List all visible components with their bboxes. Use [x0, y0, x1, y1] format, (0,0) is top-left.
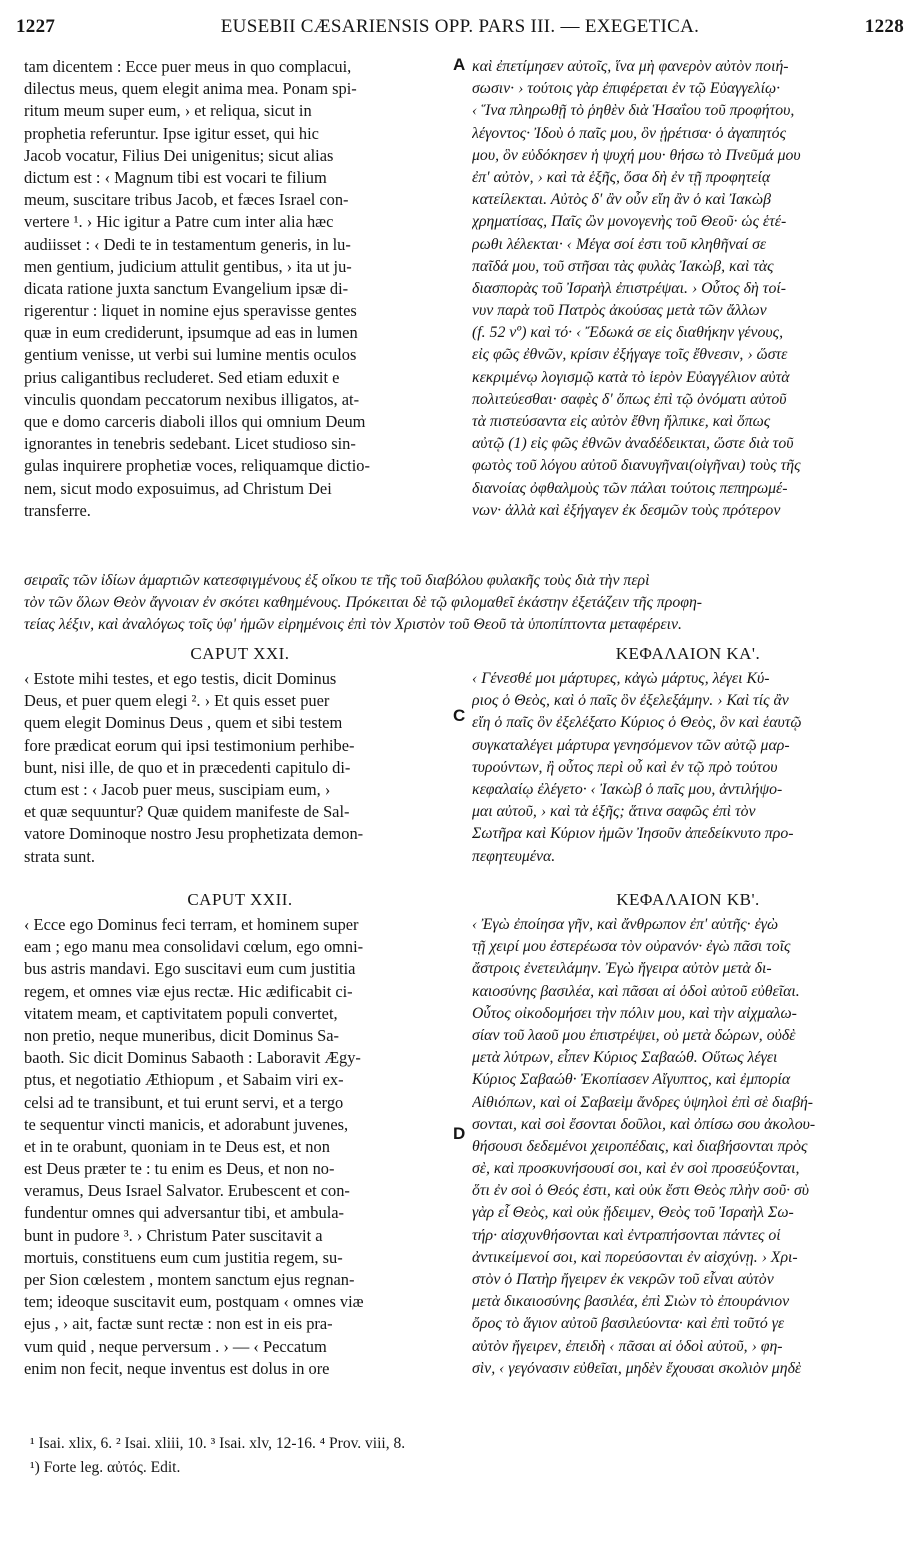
latin-text-line: et in te orabunt, quoniam in te Deus est, et non [24, 1136, 330, 1156]
greek-text-line: Σωτῆρα καὶ Κύριον ἡμῶν Ἰησοῦν ἀπεδείκνυτο προ- [472, 825, 794, 843]
latin-text-line: fundentur omnes qui adversantur tibi, et ambula- [24, 1203, 344, 1223]
latin-text-line: gentium venisse, ut verbi sui lumine mentis oculos [24, 345, 357, 365]
greek-text-line: φωτὸς τοῦ λόγου αὐτοῦ διανυγῆναι(οἰγῆναι) τοὺς τῆς [472, 457, 801, 475]
chapter-heading-latin-22: CAPUT XXII. [187, 890, 293, 909]
latin-text-line: dilectus meus, quem elegit anima mea. Ponam spi- [24, 79, 357, 99]
greek-text-line: χρηματίσας, Παῖς ὢν μονογενὴς τοῦ Θεοῦ· ὡς ἑτέ- [472, 213, 787, 231]
latin-text-line: ‹ Ecce ego Dominus feci terram, et hominem super [24, 915, 359, 934]
latin-column-intro [24, 56, 456, 522]
greek-text-line: τῇ χειρί μου ἐστερέωσα τὸν οὐρανόν· ἐγὼ πᾶσι τοῖς [472, 938, 791, 956]
latin-text-line: que e domo carceris diaboli illos qui omnium Deum [24, 412, 366, 431]
greek-text-line: πεφητευμένα. [472, 847, 556, 865]
latin-text-line: Deus, et puer quem elegi ². › Et quis esset puer [24, 691, 330, 711]
greek-text-line: μου, ὃν εὐδόκησεν ἡ ψυχή μου· θήσω τὸ Πνεῦμά μου [472, 146, 801, 164]
latin-text-line: tem; ideoque suscitavit eum, postquam ‹ omnes viæ [24, 1292, 364, 1312]
latin-text-line: vum quid , neque perversum . › — ‹ Peccatum [24, 1336, 327, 1356]
greek-text-line: ἀντικείμενοί σοι, καὶ πορεύσονται ἐν αἰσχύνῃ. › Χρι- [472, 1248, 798, 1266]
greek-text-line: Αἰθιόπων, καὶ οἱ Σαβαεὶμ ἄνδρες ὑψηλοὶ ἐπὶ σὲ διαβή- [472, 1093, 814, 1111]
greek-text-line: καιοσύνης βασιλέα, καὶ πᾶσαι αἱ ὁδοὶ αὐτοῦ εὐθεῖαι. [472, 982, 800, 1000]
greek-text-line: ‹ Ἐγὼ ἐποίησα γῆν, καὶ ἄνθρωπον ἐπ' αὐτῆς· ἐγὼ [472, 916, 779, 933]
greek-text-line: τὰ πιστεύσαντα εἰς αὐτὸν ἔθνη ἤλπικε, καὶ ὅπως [472, 413, 771, 430]
latin-text-line: prophetia referuntur. Ipse igitur esset, qui hic [24, 123, 319, 143]
greek-text-line: σειραῖς τῶν ἰδίων ἁμαρτιῶν κατεσφιγμένους ἐξ οἴκου τε τῆς τοῦ διαβόλου φυλακῆς τοὺς διὰ τὴν περὶ [24, 572, 650, 589]
latin-text-line: ‹ Estote mihi testes, et ego testis, dicit Dominus [24, 669, 337, 688]
greek-text-line: καὶ ἐπετίμησεν αὐτοῖς, ἵνα μὴ φανερὸν αὐτὸν ποιή- [472, 58, 789, 75]
greek-text-line: μαι αὐτοῦ, › καὶ τὰ ἑξῆς; ἅτινα σαφῶς ἐπὶ τὸν [472, 803, 756, 821]
greek-text-line: τυρούντων, ἢ οὗτος περὶ οὗ καὶ ἐν τῷ πρὸ τούτου [472, 758, 778, 776]
latin-text-line: transferre. [24, 500, 91, 520]
latin-text-line: regem, et omnes viæ ejus rectæ. Hic ædificabit ci- [24, 981, 353, 1001]
latin-text-line: ptus, et negotiatio Æthiopum , et Sabaim viri ex- [24, 1070, 344, 1090]
greek-text-line: νων· ἀλλὰ καὶ ἐξήγαγεν ἐκ δεσμῶν τοὺς πρότερον [472, 501, 781, 519]
margin-marker-c: C [453, 706, 466, 725]
greek-text-line: στὸν ὁ Πατὴρ ἤγειρεν ἐκ νεκρῶν τοῦ εἶναι αὐτὸν [472, 1271, 774, 1288]
latin-text-line: dictum est : ‹ Magnum tibi est vocari te filium [24, 167, 327, 187]
greek-text-line: ἐπ' αὐτὸν, › καὶ τὰ ἑξῆς, ὅσα δὴ ἐν τῇ προφητείᾳ [472, 168, 771, 186]
greek-text-line: λέγοντος· Ἰδοὺ ὁ παῖς μου, ὃν ᾑρέτισα· ὁ ἀγαπητός [472, 124, 786, 142]
greek-text-line: ὄρος τὸ ἅγιον αὐτοῦ βασιλεύοντα· καὶ ἐπὶ τοῦτό γε [472, 1315, 785, 1333]
greek-column-chapter-21 [472, 668, 904, 868]
latin-text-line: est Deus præter te : tu enim es Deus, et non no- [24, 1159, 335, 1179]
chapter-heading-greek-21: ΚΕΦΑΛΑΙΟΝ ΚΑ'. [615, 644, 761, 663]
greek-text-line: ‹ Ἵνα πληρωθῇ τὸ ῥηθὲν διὰ Ἡσαΐου τοῦ προφήτου, [472, 102, 795, 120]
running-header [16, 16, 904, 40]
greek-text-line: κεφαλαίῳ ἐλέγετο· ‹ Ἰακὼβ ὁ παῖς μου, ἀντιλήψο- [472, 780, 783, 798]
latin-text-line: ignorantes in tenebris sedebant. Licet studioso sin- [24, 434, 356, 454]
page-number-left: 1227 [16, 16, 56, 37]
greek-text-line: ‹ Γένεσθέ μοι μάρτυρες, κἀγὼ μάρτυς, λέγει Κύ- [472, 670, 770, 687]
latin-text-line: mortuis, constituens eum cum justitia regem, su- [24, 1247, 343, 1267]
latin-text-line: et quæ sequuntur? Quæ quidem manifeste de Sal- [24, 802, 350, 822]
footnotes [30, 1432, 690, 1480]
greek-text-line: κεκριμένῳ λογισμῷ κατὰ τὸ ἱερὸν Εὐαγγέλιον αὐτὰ [472, 368, 790, 386]
greek-text-line: πολιτεύεσθαι· σαφὲς δ' ὅπως ἐπὶ τῷ ὀνόματι αὐτοῦ [472, 390, 787, 408]
latin-text-line: enim non fecit, neque inventus est dolus in ore [24, 1358, 330, 1378]
latin-text-line: celsi ad te transibunt, et tui erunt servi, et a tergo [24, 1092, 344, 1112]
greek-text-line: ριος ὁ Θεὸς, καὶ ὁ παῖς ὃν ἐξελεξάμην. › Καὶ τίς ἂν [472, 692, 789, 710]
greek-text-line: εἴη ὁ παῖς ὃν ἐξελέξατο Κύριος ὁ Θεὸς, ὃν καὶ ἑαυτῷ [472, 714, 802, 732]
greek-text-line: τήρ· αἰσχυνθήσονται καὶ ἐντραπήσονται πάντες οἱ [472, 1226, 781, 1244]
greek-text-line: αὐτὸν ἤγειρεν, ἐπειδὴ ‹ πᾶσαι αἱ ὁδοὶ αὐτοῦ, › φη- [472, 1337, 783, 1355]
latin-text-line: rigerentur : liquet in nomine ejus speravisse gentes [24, 301, 357, 321]
greek-column-chapter-22 [472, 914, 904, 1380]
greek-full-width-paragraph [24, 570, 908, 637]
latin-text-line: eam ; ego manu mea consolidavi cœlum, ego omni- [24, 937, 364, 957]
greek-text-line: αὐτῷ (1) εἰς φῶς ἐθνῶν ἀναδέδεικται, ὥστε διὰ τοῦ [472, 435, 794, 453]
latin-text-line: vinculis quondam peccatorum nexibus illigatos, at- [24, 389, 360, 409]
latin-text-line: non pretio, neque muneribus, dicit Dominus Sa- [24, 1025, 340, 1045]
latin-text-line: nem, sicut modo exposuimus, ad Christum Dei [24, 478, 332, 498]
greek-text-line: Κύριος Σαβαώθ· Ἐκοπίασεν Αἴγυπτος, καὶ ἐμπορία [472, 1071, 791, 1089]
greek-text-line: ρωθι λέλεκται· ‹ Μέγα σοί ἐστι τοῦ κληθῆναί σε [472, 235, 767, 253]
greek-text-line: μετὰ λύτρων, εἶπεν Κύριος Σαβαώθ. Οὕτως λέγει [472, 1049, 778, 1067]
scripture-references: ¹ Isai. xlix, 6. ² Isai. xliii, 10. ³ Isai. xlv, 12-16. ⁴ Prov. viii, 8. [30, 1435, 406, 1452]
latin-text-line: dicata ratione juxta sanctum Evangelium ipsæ di- [24, 278, 349, 298]
greek-text-line: κατείλεκται. Αὐτὸς δ' ἂν οὖν εἴη ἂν ὁ καὶ Ἰακὼβ [472, 191, 771, 209]
greek-text-line: τὸν τῶν ὅλων Θεὸν ἄγνοιαν ἐν σκότει καθημένους. Πρόκειται δὲ τῷ φιλομαθεῖ ἑκάστην ἐξετάζειν τῆς προφη- [24, 594, 703, 612]
latin-text-line: vitatem meam, et captivitatem populi convertet, [24, 1003, 338, 1023]
latin-text-line: vertere ¹. › Hic igitur a Patre cum inter alia hæc [24, 212, 334, 232]
greek-text-line: συγκαταλέγει μάρτυρα γενησόμενον τῶν αὐτῷ μαρ- [472, 736, 790, 754]
greek-text-line: σωσιν· › τούτοις γὰρ ἐπιφέρεται ἐν τῷ Εὐαγγελίῳ· [472, 80, 781, 98]
latin-text-line: baoth. Sic dicit Dominus Sabaoth : Laboravit Ægy- [24, 1048, 361, 1068]
greek-column-intro [472, 56, 904, 522]
latin-text-line: quem elegit Dominus Deus , quem et sibi testem [24, 713, 343, 733]
latin-text-line: bus astris mandavi. Ego suscitavi eum cum justitia [24, 959, 356, 979]
chapter-heading-greek-22: ΚΕΦΑΛΑΙΟΝ ΚΒ'. [616, 890, 760, 909]
latin-text-line: quæ in eum crediderunt, ipsumque ad eas in lumen [24, 323, 358, 343]
greek-text-line: σονται, καὶ σοὶ ἔσονται δοῦλοι, καὶ ὀπίσω σου ἀκολου- [472, 1115, 816, 1133]
greek-text-line: γὰρ εἶ Θεὸς, καὶ οὐκ ᾔδειμεν, Θεὸς τοῦ Ἰσραὴλ Σω- [472, 1204, 794, 1222]
latin-column-chapter-21 [24, 668, 456, 868]
latin-text-line: gulas inquirere prophetiæ voces, reliquamque dictio- [24, 456, 370, 476]
greek-text-line: σὲ, καὶ προσκυνήσουσί σοι, καὶ ἐν σοὶ προσεύξονται, [472, 1160, 800, 1178]
greek-text-line: τείας λέξιν, καὶ ἀναλόγως τοῖς ὑφ' ἡμῶν εἰρημένοις ἐπὶ τὸν Χριστὸν τοῦ Θεοῦ τὰ ὑποπίπτοντα μεταφέρειν. [24, 616, 682, 634]
greek-text-line: θήσουσι δεδεμένοι χειροπέδαις, καὶ διαβήσονται πρὸς [472, 1137, 808, 1155]
latin-text-line: tam dicentem : Ecce puer meus in quo complacui, [24, 57, 352, 76]
margin-marker-a: A [453, 55, 466, 74]
greek-text-line: μετὰ δικαιοσύνης βασιλέα, ἐπὶ Σιὼν τὸ ἐπουράνιον [472, 1293, 790, 1311]
latin-text-line: per Sion cœlestem , montem sanctum ejus regnan- [24, 1270, 355, 1289]
latin-text-line: te sequentur vincti manicis, et adorabunt juvenes, [24, 1114, 349, 1134]
latin-text-line: veramus, Deus Israel Salvator. Erubescent et con- [24, 1181, 350, 1201]
margin-marker-d: D [453, 1124, 466, 1143]
latin-text-line: Jacob vocatur, Filius Dei unigenitus; sicut alias [24, 145, 334, 165]
latin-text-line: audiisset : ‹ Dedi te in testamentum generis, in lu- [24, 234, 351, 254]
latin-text-line: vatore Dominoque nostro Jesu prophetizata demon- [24, 824, 364, 844]
latin-text-line: prius caligantibus recluderet. Sed etiam eduxit e [24, 367, 340, 387]
latin-text-line: ritum meum super eum, › et reliqua, sicut in [24, 101, 312, 121]
greek-text-line: ὅτι ἐν σοὶ ὁ Θεός ἐστι, καὶ οὐκ ἔστι Θεὸς πλὴν σοῦ· σὺ [472, 1182, 810, 1200]
greek-text-line: εἰς φῶς ἐθνῶν, κρίσιν ἐξήγαγε τοῖς ἔθνεσιν, › ὥστε [472, 346, 788, 364]
latin-text-line: bunt, nisi ille, de quo et in præcedenti capitulo di- [24, 757, 351, 777]
latin-text-line: strata sunt. [24, 846, 96, 866]
latin-text-line: bunt in pudore ³. › Christum Pater suscitavit a [24, 1225, 323, 1245]
running-title: EUSEBII CÆSARIENSIS OPP. PARS III. — EXEGETICA. [220, 16, 700, 37]
latin-text-line: men gentium, judicium attulit gentibus, › ita ut ju- [24, 256, 352, 276]
latin-text-line: meum, suscitare tribus Jacob, et fæces Israel con- [24, 190, 349, 210]
greek-text-line: Οὗτος οἰκοδομήσει τὴν πόλιν μου, καὶ τὴν αἰχμαλω- [472, 1004, 797, 1022]
latin-text-line: fore prædicat eorum qui ipsi testimonium perhibe- [24, 735, 355, 755]
greek-text-line: (f. 52 vº) καὶ τό· ‹ Ἔδωκά σε εἰς διαθήκην γένους, [472, 324, 784, 342]
greek-text-line: σὶν, ‹ γεγόνασιν εὐθεῖαι, μηδὲν ἔχουσαι σκολιὸν μηδὲ [472, 1359, 802, 1377]
latin-column-chapter-22 [24, 914, 456, 1380]
greek-text-line: νυν παρὰ τοῦ Πατρὸς ἀκούσας μετὰ τῶν ἄλλων [472, 302, 767, 320]
greek-text-line: ἄστροις ἐνετειλάμην. Ἐγὼ ἤγειρα αὐτὸν μετὰ δι- [472, 960, 772, 978]
editor-note: ¹) Forte leg. αὐτός. Edit. [30, 1459, 181, 1476]
latin-text-line: ejus , › ait, factæ sunt rectæ : non est in eis pra- [24, 1314, 333, 1334]
latin-text-line: ctum est : ‹ Jacob puer meus, suscipiam eum, › [24, 779, 331, 799]
greek-text-line: σίαν τοῦ λαοῦ μου ἐπιστρέψει, οὐ μετὰ δώρων, οὐδὲ [472, 1026, 796, 1044]
greek-text-line: διασπορὰς τοῦ Ἰσραὴλ ἐπιστρέψαι. › Οὗτος δὴ τοί- [472, 279, 786, 297]
chapter-heading-latin-21: CAPUT XXI. [190, 644, 290, 663]
greek-text-line: διανοίας ὀφθαλμοὺς τῶν πάλαι τούτοις πεπηρωμέ- [472, 479, 788, 497]
page-number-right: 1228 [864, 16, 904, 37]
greek-text-line: παῖδά μου, τοῦ στῆσαι τὰς φυλὰς Ἰακὼβ, καὶ τὰς [472, 257, 774, 275]
